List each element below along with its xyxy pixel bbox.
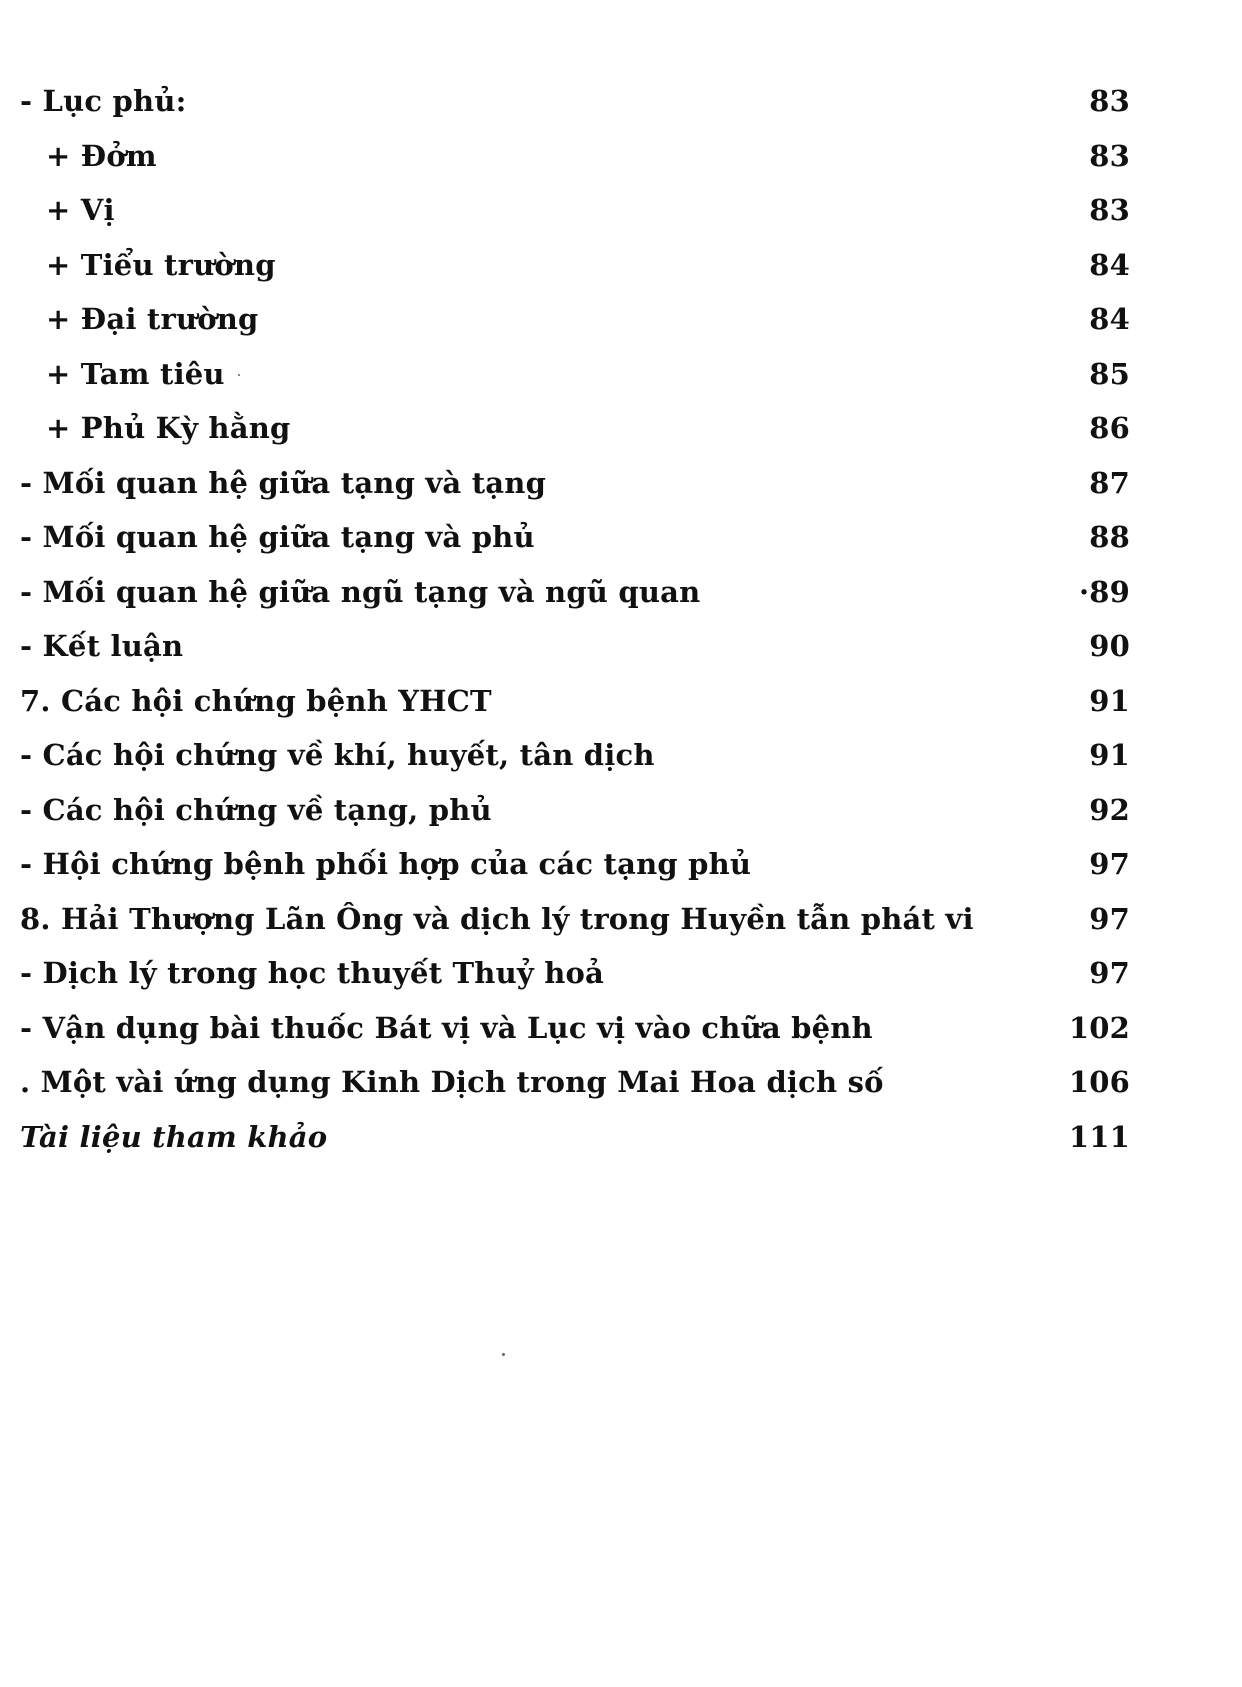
toc-entry [20,74,1130,129]
toc-entry [20,837,1130,892]
toc-entry [20,129,1130,184]
toc-entry-title: - Mối quan hệ giữa tạng và phủ [20,520,535,554]
toc-entry [20,1055,1130,1110]
toc-entry-title: - Dịch lý trong học thuyết Thuỷ hoả [20,956,605,990]
toc-entry-page-number: ·89 [1078,574,1130,609]
toc-entry-title: 8. Hải Thượng Lãn Ông và dịch lý trong Huyền tẫn phát vi [20,901,974,936]
toc-entry-title: Tài liệu tham khảo [20,1119,328,1154]
toc-entry-page-number: 97 [1089,956,1130,990]
toc-entry-title: + Tiểu trường [46,247,276,282]
toc-entry-title: - Kết luận [20,629,184,663]
toc-entry-title: + Vị [46,193,115,227]
toc-entry-page-number: 88 [1089,520,1130,554]
toc-entry-title: + Phủ Kỳ hằng [46,411,291,445]
toc-entry-page-number: 83 [1089,84,1130,118]
toc-entry [20,401,1130,456]
toc-entry [20,619,1130,674]
toc-entry-page-number: 86 [1089,411,1130,445]
toc-entry-title: 7. Các hội chứng bệnh YHCT [20,683,492,718]
toc-entry-title: - Hội chứng bệnh phối hợp của các tạng phủ [20,847,752,881]
toc-entry [20,347,1130,402]
scan-speck [502,1353,505,1356]
toc-entry [20,728,1130,783]
toc-entry-title: . Một vài ứng dụng Kinh Dịch trong Mai Hoa dịch số [20,1065,884,1099]
toc-entry-page-number: 84 [1089,302,1130,336]
toc-entry-title: + Đởm [46,138,157,173]
toc-entry-page-number: 90 [1089,629,1130,663]
toc-entry-page-number: 97 [1089,901,1130,936]
toc-entry [20,783,1130,838]
toc-entry [20,183,1130,238]
toc-entry-title: + Đại trường [46,302,259,336]
toc-entry-title: - Các hội chứng về tạng, phủ [20,792,492,827]
toc-entry [20,456,1130,511]
toc-entry [20,892,1130,947]
toc-entry-title: - Vận dụng bài thuốc Bát vị và Lục vị vào chữa bệnh [20,1010,873,1045]
toc-entry-page-number: 91 [1089,683,1130,718]
toc-entry [20,292,1130,347]
toc-entry-page-number: 106 [1068,1065,1130,1099]
toc-entry [20,510,1130,565]
toc-entry-page-number: 111 [1068,1119,1130,1154]
toc-entry [20,674,1130,729]
toc-entry-title: - Mối quan hệ giữa ngũ tạng và ngũ quan [20,574,701,609]
toc-entry-title: - Các hội chứng về khí, huyết, tân dịch [20,738,655,772]
toc-entry-page-number: 102 [1068,1010,1130,1045]
toc-entry [20,565,1130,620]
table-of-contents [20,74,1130,1164]
toc-entry [20,946,1130,1001]
toc-entry-page-number: 83 [1089,193,1130,227]
scan-speck [238,374,240,376]
toc-entry-page-number: 87 [1089,465,1130,500]
toc-entry-title: - Mối quan hệ giữa tạng và tạng [20,465,547,500]
toc-entry [20,1110,1130,1165]
toc-entry-page-number: 84 [1089,247,1130,282]
toc-entry-title: + Tam tiêu [46,356,225,391]
toc-entry-page-number: 97 [1089,847,1130,881]
toc-entry-page-number: 91 [1089,738,1130,772]
toc-entry-title: - Lục phủ: [20,84,187,118]
toc-entry-page-number: 85 [1089,356,1130,391]
toc-entry [20,238,1130,293]
toc-entry-page-number: 92 [1089,792,1130,827]
toc-entry [20,1001,1130,1056]
toc-entry-page-number: 83 [1089,138,1130,173]
